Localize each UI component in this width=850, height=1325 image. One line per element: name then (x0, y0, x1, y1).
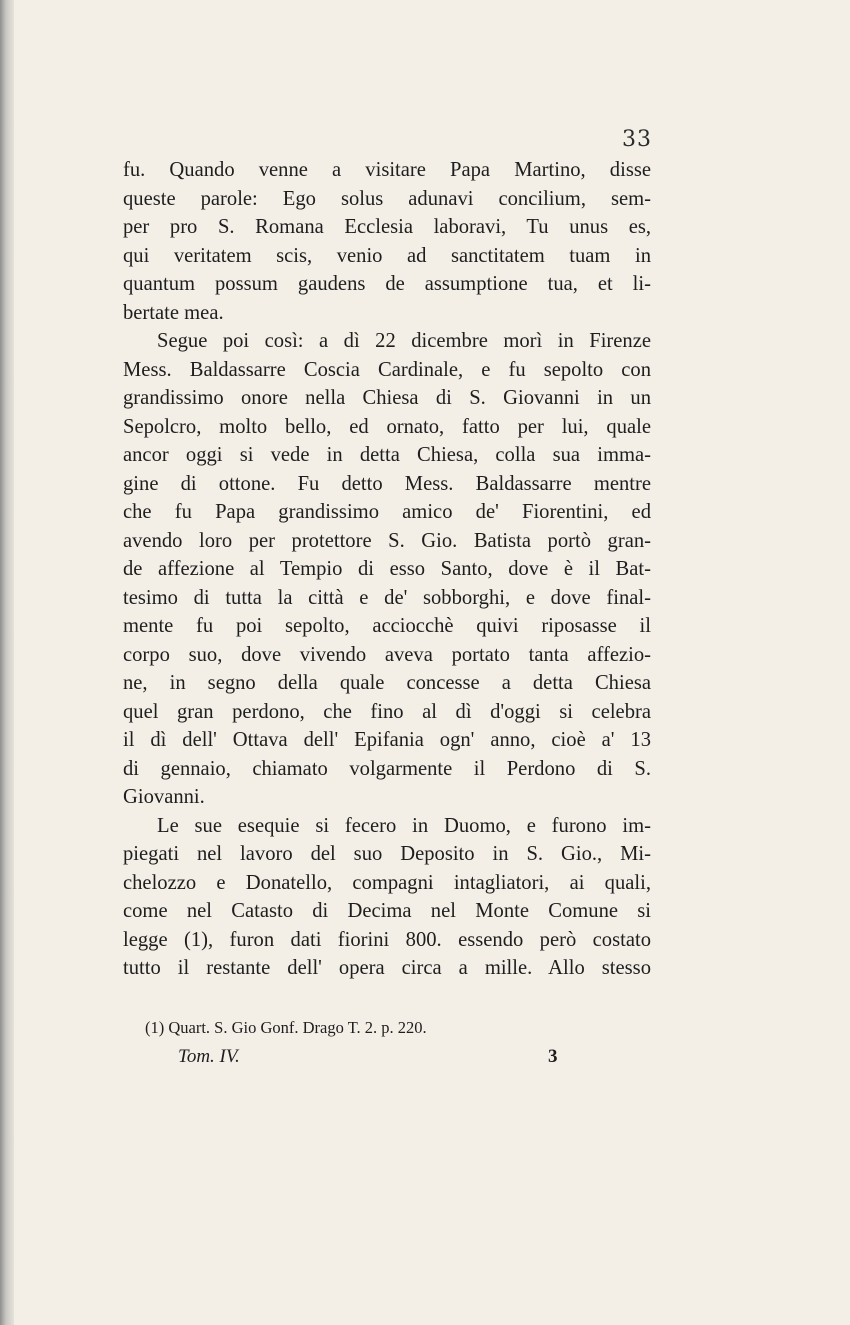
text-line: queste parole: Ego solus adunavi concilium, sem- (123, 187, 651, 210)
text-line: tutto il restante dell' opera circa a mille. Allo stesso (123, 957, 651, 979)
text-line: Mess. Baldassarre Coscia Cardinale, e fu sepolto con (123, 358, 651, 381)
text-line: di gennaio, chiamato volgarmente il Perdono di S. (123, 757, 651, 780)
body-text (123, 156, 651, 983)
volume-mark: Tom. IV. (178, 1046, 240, 1067)
text-line: il dì dell' Ottava dell' Epifania ogn' anno, cioè a' 13 (123, 729, 651, 751)
text-line: fu. Quando venne a visitare Papa Martino, disse (123, 159, 651, 181)
text-line: avendo loro per protettore S. Gio. Batista portò gran- (123, 529, 651, 552)
text-line: per pro S. Romana Ecclesia laboravi, Tu unus es, (123, 216, 651, 238)
text-line: ne, in segno della quale concesse a detta Chiesa (123, 672, 651, 694)
text-line: che fu Papa grandissimo amico de' Fiorentini, ed (123, 501, 651, 523)
text-line: gine di ottone. Fu detto Mess. Baldassarre mentre (123, 472, 651, 495)
text-line: mente fu poi sepolto, acciocchè quivi riposasse il (123, 615, 651, 637)
text-line: bertate mea. (123, 301, 224, 324)
text-line: Giovanni. (123, 786, 205, 808)
footnote: (1) Quart. S. Gio Gonf. Drago T. 2. p. 220. (145, 1018, 427, 1037)
text-line: corpo suo, dove vivendo aveva portato tanta affezio- (123, 643, 651, 666)
text-line: Segue poi così: a dì 22 dicembre morì in Firenze (157, 330, 651, 352)
signature-mark: 3 (548, 1046, 558, 1067)
page-edge (0, 0, 14, 1325)
text-line: Sepolcro, molto bello, ed ornato, fatto per lui, quale (123, 415, 651, 438)
text-line: grandissimo onore nella Chiesa di S. Giovanni in un (123, 387, 651, 409)
page-number: 33 (622, 127, 652, 152)
text-line: ancor oggi si vede in detta Chiesa, colla sua imma- (123, 444, 651, 466)
text-line: legge (1), furon dati fiorini 800. essendo però costato (123, 928, 651, 951)
text-line: tesimo di tutta la città e de' sobborghi, e dove final- (123, 586, 651, 609)
text-line: quantum possum gaudens de assumptione tua, et li- (123, 273, 651, 295)
text-line: de affezione al Tempio di esso Santo, dove è il Bat- (123, 558, 651, 580)
text-line: chelozzo e Donatello, compagni intagliatori, ai quali, (123, 871, 651, 894)
text-line: Le sue esequie si fecero in Duomo, e furono im- (157, 814, 651, 837)
text-line: quel gran perdono, che fino al dì d'oggi si celebra (123, 700, 651, 723)
text-line: piegati nel lavoro del suo Deposito in S. Gio., Mi- (123, 843, 651, 865)
text-line: come nel Catasto di Decima nel Monte Comune si (123, 900, 651, 922)
text-line: qui veritatem scis, venio ad sanctitatem tuam in (123, 244, 651, 267)
